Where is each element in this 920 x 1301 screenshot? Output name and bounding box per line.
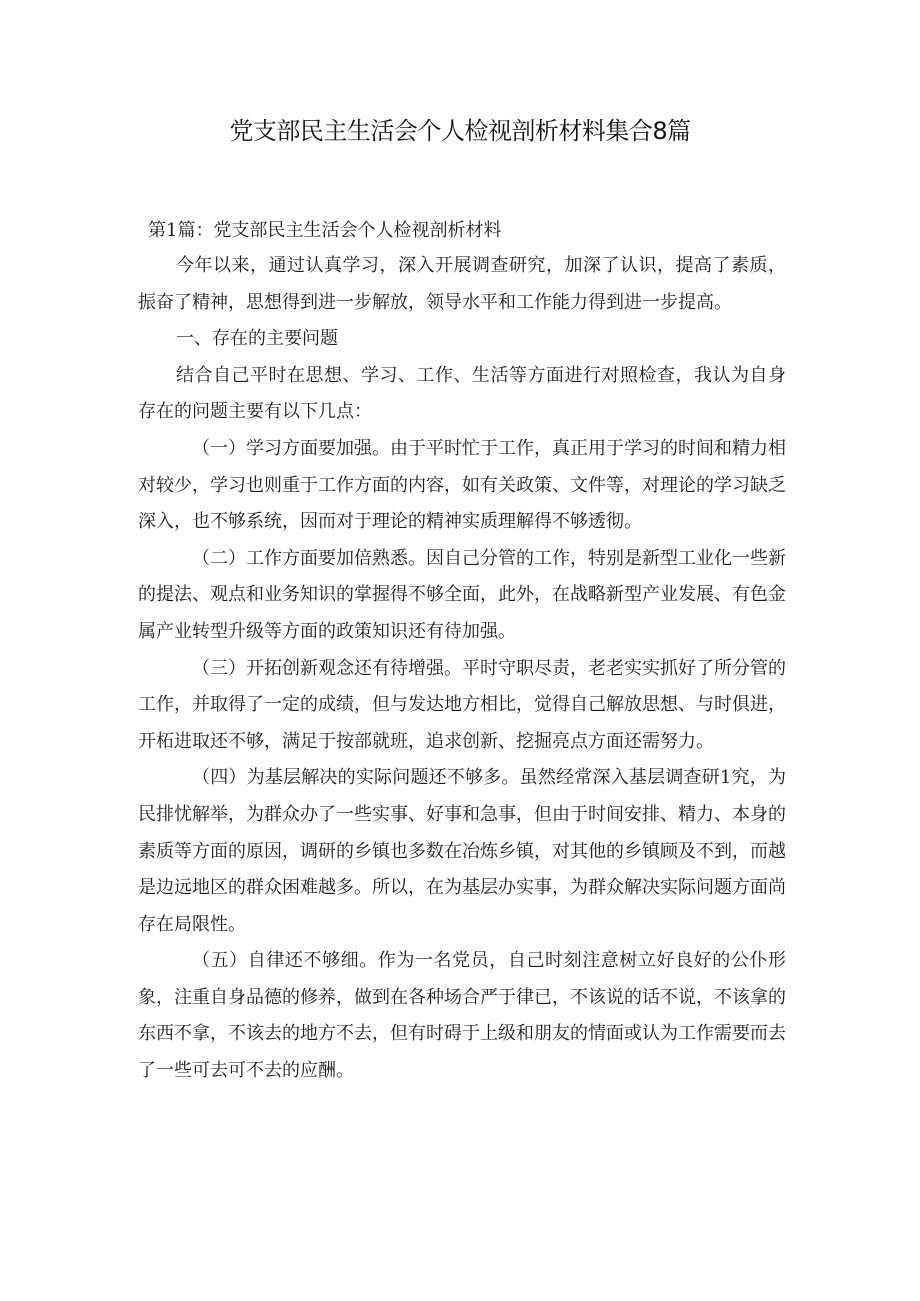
paragraph-item-5: （五）自律还不够细。作为一名党员，自己时刻注意树立好良好的公仆形象，注重自身品德的修养，做到在各种场合严于律已，不该说的话不说，不该拿的东西不拿，不该去的地方不去，但有时碍于上级和朋友的情面或认为工作需要而去了一些可去可不去的应酬。 (138, 950, 786, 1082)
document-body (138, 214, 786, 1090)
section-heading: 第1篇：党支部民主生活会个人检视剖析材料 (148, 220, 502, 241)
paragraph-intro: 今年以来，通过认真学习，深入开展调查研究，加深了认识，提高了素质，振奋了精神，思想得到进一步解放，领导水平和工作能力得到进一步提高。 (138, 255, 786, 313)
paragraph-heading-problems: 一、存在的主要问题 (176, 328, 338, 350)
document-title: 党支部民主生活会个人检视剖析材料集合8篇 (229, 117, 691, 145)
paragraph-item-1: （一）学习方面要加强。由于平时忙于工作，真正用于学习的时间和精力相对较少，学习也则重于工作方面的内容，如有关政策、文件等，对理论的学习缺乏深入，也不够系统，因而对于理论的精神实质理解得不够透彻。 (138, 437, 786, 533)
paragraph-item-2: （二）工作方面要加倍熟悉。因自己分管的工作，特别是新型工业化一些新的提法、观点和业务知识的掌握得不够全面，此外，在战略新型产业发展、有色金属产业转型升级等方面的政策知识还有待加强。 (138, 547, 786, 642)
paragraph-item-3: （三）开拓创新观念还有待增强。平时守职尽责，老老实实抓好了所分管的工作，并取得了一定的成绩，但与发达地方相比，觉得自己解放思想、与时俱进，开柘进取还不够，满足于按部就班，追求创新、挖掘亮点方面还需努力。 (138, 657, 786, 752)
paragraph-self-check: 结合自己平时在思想、学习、工作、生活等方面进行对照检查，我认为自身存在的问题主要有以下几点： (138, 364, 786, 423)
paragraph-item-4: （四）为基层解决的实际问题还不够多。虽然经常深入基层调查研1究，为民排忧解举，为群众办了一些实事、好事和急事，但由于时间安排、精力、本身的素质等方面的原因，调研的乡镇也多数在冶炼乡镇，对其他的乡镇顾及不到，而越是边远地区的群众困难越多。所以，在为基层办实事，为群众解决实际问题方面尚存在局限性。 (138, 767, 786, 935)
